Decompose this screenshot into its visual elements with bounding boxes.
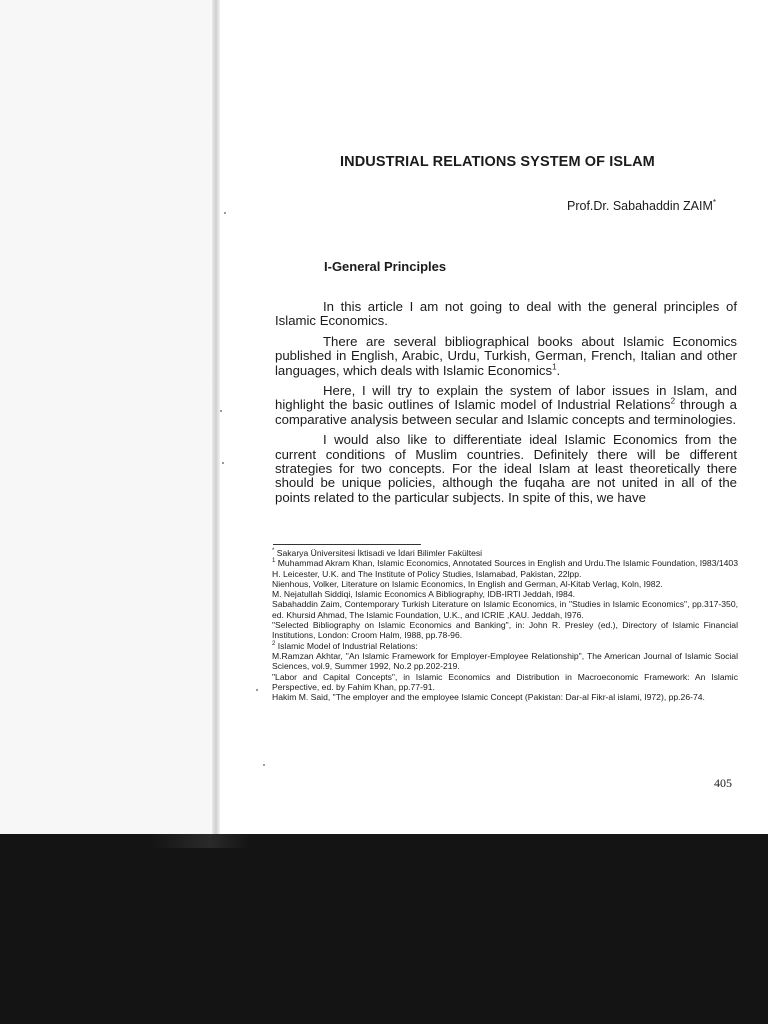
footnote: M. Nejatullah Siddiqi, Islamic Economics A Bibliography, IDB-IRTI Jeddah, I984. <box>272 589 575 600</box>
paragraph: Here, I will try to explain the system of labor issues in Islam, and highlight the basic outlines of Islamic model of Industrial Relations$^2$ through a comparative analysis between secular and Islamic concepts and terminologies. <box>275 383 738 427</box>
article-title: INDUSTRIAL RELATIONS SYSTEM OF ISLAM <box>340 154 655 170</box>
paragraph: There are several bibliographical books about Islamic Economics published in English, Arabic, Urdu, Turkish, German, French, Italian and other languages, which deals with Islamic Economics$^1$. <box>275 333 737 378</box>
article-body <box>275 300 737 511</box>
author-line <box>567 198 716 213</box>
section-heading: I-General Principles <box>324 259 447 274</box>
footnotes <box>272 548 738 702</box>
scan-speck <box>263 764 265 766</box>
book-gutter <box>212 0 220 842</box>
scan-speck <box>256 689 258 691</box>
footnote: "Labor and Capital Concepts", in Islamic Economics and Distribution in Macroeconomic Framework: An Islamic Perspective, ed. by Fahim Khan, pp.77-91. <box>272 671 738 692</box>
footnote: Sabahaddin Zaim, Contemporary Turkish Literature on Islamic Economics, in "Studies in Islamic Economics", pp.317-350, ed. Khursid Ahmad, The Islamic Foundation, U.K., and ICRIE ,KAU. Jeddah, I976. <box>272 599 738 620</box>
footnote: $^2$ Islamic Model of Industrial Relations: <box>272 640 418 651</box>
footnote: * Sakarya Üniversitesi İktisadi ve İdari Bilimler Fakültesi <box>272 548 483 558</box>
footnote: $^1$ Muhammad Akram Khan, Islamic Economics, Annotated Sources in English and Urdu.The Islamic Foundation, I983/1403 H. Leicester, U.K. and The Institute of Policy Studies, Islamabad, Pakistan, 22lpp. <box>272 558 738 579</box>
footnote: "Selected Bibliography on Islamic Economics and Banking", in: John R. Presley (ed.), Directory of Islamic Financial Institutions, London: Croom Halm, I988, pp.78-96. <box>272 620 738 641</box>
facing-page-margin <box>0 0 216 842</box>
footnote-ref: 1 <box>552 362 557 372</box>
footnote: Hakim M. Said, "The employer and the employee Islamic Concept (Pakistan: Dar-al Fikr-al islami, I972), pp.26-74. <box>272 692 705 703</box>
footnote-ref: 2 <box>670 397 676 407</box>
author-name: Prof.Dr. Sabahaddin ZAIM <box>567 199 713 214</box>
page-number: 405 <box>714 776 732 790</box>
footnote-separator <box>273 544 421 545</box>
paragraph: I would also like to differentiate ideal Islamic Economics from the current conditions of Muslim countries. Definitely there will be different strategies for two concepts. For the ideal Islam at least theoretically there should be unique policies, although the fuqaha are not united in all of the points related to the particular subjects. In spite of this, we have <box>275 432 737 505</box>
footnote: Nienhous, Volker, Literature on Islamic Economics, In English and German, Al-Kitab Verlag, Koln, I982. <box>272 578 663 589</box>
footnote: M.Ramzan Akhtar, "An Islamic Framework for Employer-Employee Relationship", The American Journal of Islamic Social Sciences, vol.9, Summer 1992, No.2 pp.202-219. <box>272 650 738 672</box>
scan-speck <box>224 212 226 214</box>
scan-speck <box>222 462 224 464</box>
paragraph: In this article I am not going to deal with the general principles of Islamic Economics. <box>275 299 737 329</box>
scan-speck <box>220 410 222 412</box>
scanner-background <box>0 834 768 1024</box>
author-footnote-mark: * <box>712 198 717 207</box>
